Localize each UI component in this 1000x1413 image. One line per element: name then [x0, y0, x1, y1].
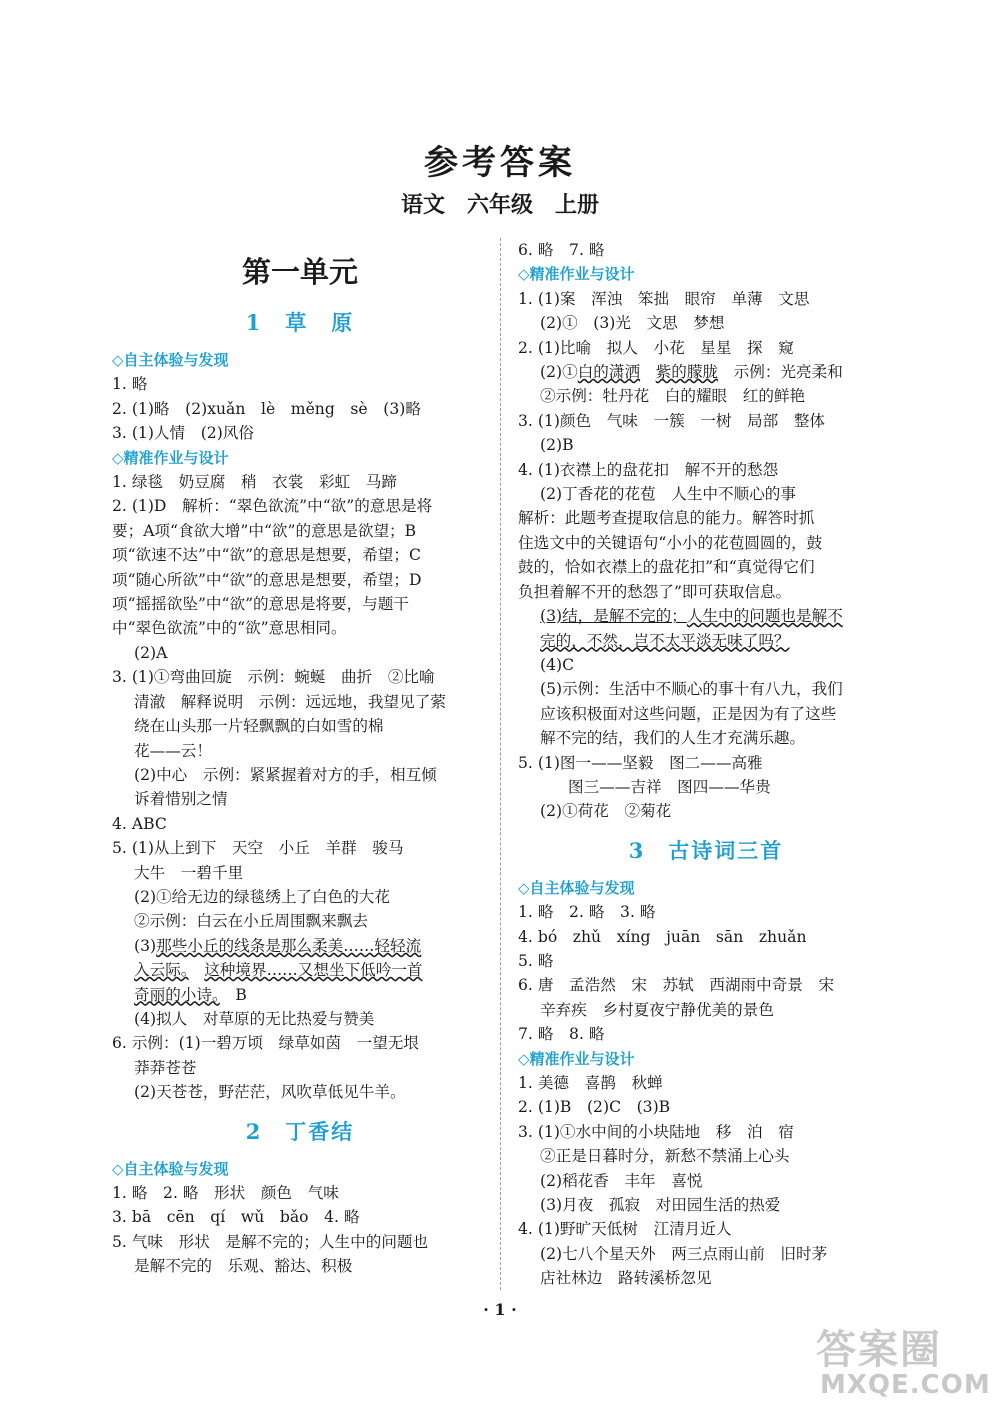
answer-line: (5)示例：生活中不顺心的事十有八九，我们: [540, 680, 843, 699]
answer-line: 解析：此题考查提取信息的能力。解答时抓: [518, 509, 815, 528]
answer-line: 负担着解不开的愁怨了”即可获取信息。: [518, 582, 792, 601]
answer-line: 2. (1)略 (2)xuǎn lè měng sè (3)略: [112, 399, 421, 418]
answer-line: (2)丁香花的花苞 人生中不顺心的事: [540, 485, 796, 504]
column-divider: [500, 238, 501, 1290]
answer-line: 5. (1)从上到下 天空 小丘 羊群 骏马: [112, 839, 404, 858]
answer-line: [112, 983, 488, 1007]
answer-line: 2. (1)比喻 拟人 小花 星星 探 窥: [518, 338, 794, 357]
section-heading: ◇精准作业与设计: [518, 1049, 635, 1068]
answer-line: (4)拟人 对草原的无比热爱与赞美: [134, 1009, 375, 1028]
answer-line: 大牛 一碧千里: [134, 863, 244, 882]
answer-line: 4. (1)衣襟上的盘花扣 解不开的愁怨: [518, 460, 779, 479]
answer-line: 4. ABC: [112, 814, 167, 833]
answer-line: [518, 629, 894, 653]
unit-title: 第一单元: [241, 255, 358, 289]
wavy-underlined-text: 完的，不然，岂不太平淡无味了吗？: [540, 631, 790, 650]
section-heading: ◇自主体验与发现: [112, 1159, 229, 1178]
answer-line: 要；A项“食欲大增”中“欲”的意思是欲望；B: [112, 521, 417, 540]
section-heading: ◇自主体验与发现: [112, 351, 229, 369]
answer-line: 是解不完的 乐观、豁达、积极: [134, 1257, 353, 1276]
section-heading: ◇精准作业与设计: [518, 265, 635, 284]
answer-line: 3. (1)①水中间的小块陆地 移 泊 宿: [518, 1122, 794, 1141]
answer-line: [112, 958, 488, 982]
wavy-underlined-text: 奇丽的小诗。: [134, 985, 220, 1004]
answer-line: 5. (1)图一——坚毅 图二——高雅: [518, 753, 763, 772]
answer-line: 解不完的结，我们的人生才充满乐趣。: [540, 729, 806, 748]
answer-line: 1. 略 2. 略 形状 颜色 气味: [112, 1184, 339, 1202]
answer-line: 4. bó zhǔ xíng juān sān zhuǎn: [518, 927, 807, 946]
answer-line: 清澈 解释说明 示例：远远地，我望见了萦: [134, 692, 446, 711]
section-heading: ◇精准作业与设计: [112, 448, 229, 467]
answer-line: 店社林边 路转溪桥忽见: [540, 1269, 712, 1288]
answer-line: 应该积极面对这些问题，正是因为有了这些: [540, 704, 837, 723]
answer-line: 6. 略 7. 略: [518, 241, 605, 259]
answer-line: (2)天苍苍，野茫茫，风吹草低见牛羊。: [134, 1083, 406, 1102]
watermark-en: MXQE.COM: [820, 1370, 991, 1400]
answer-line: 项“随心所欲”中“欲”的意思是想要，希望；D: [112, 570, 422, 589]
answer-line: (2)①给无边的绿毯绣上了白色的大花: [134, 887, 390, 906]
answer-line: 3. bā cēn qí wǔ bǎo 4. 略: [112, 1208, 360, 1227]
wavy-underlined-text: 紫的朦胧: [655, 363, 719, 382]
answer-line: 4. (1)野旷天低树 江清月近人: [518, 1220, 732, 1239]
answer-line: 6. 唐 孟浩然 宋 苏轼 西湖雨中奇景 宋: [518, 976, 835, 995]
page-title: 参考答案: [424, 143, 576, 183]
answer-line: [112, 934, 488, 958]
page-subtitle: 语文 六年级 上册: [400, 192, 599, 218]
answer-line: [518, 360, 894, 384]
wavy-underlined-text: 入云际。: [134, 961, 189, 980]
answer-text: B: [219, 985, 247, 1004]
answer-line: 鼓的，恰如衣襟上的盘花扣”和“真觉得它们: [518, 558, 815, 577]
answer-line: ②示例：牡丹花 白的耀眼 红的鲜艳: [540, 387, 806, 406]
watermark-logo: [808, 1318, 991, 1406]
answer-line: 1. 略 2. 略 3. 略: [518, 903, 656, 922]
left-column: [112, 238, 488, 1279]
answer-line: (2)稻花香 丰年 喜悦: [540, 1171, 703, 1190]
answer-line: (2)七八个星天外 两三点雨山前 旧时茅: [540, 1244, 828, 1263]
answer-line: 3. (1)①弯曲回旋 示例：蜿蜒 曲折 ②比喻: [112, 668, 435, 687]
answer-line: 1. 略: [112, 375, 148, 394]
answer-line: (3)月夜 孤寂 对田园生活的热爱: [540, 1196, 781, 1215]
answer-line: ②正是日暮时分，新愁不禁涌上心头: [540, 1147, 790, 1166]
wavy-underlined-text: 人生中的问题也是解不: [686, 607, 843, 626]
answer-line: 3. (1)颜色 气味 一簇 一树 局部 整体: [518, 411, 826, 430]
answer-text: [640, 363, 656, 381]
answer-line: 图三——吉祥 图四——华贵: [568, 777, 771, 796]
answer-line: 5. 略: [518, 951, 554, 970]
lesson-title: 1 草 原: [245, 310, 355, 335]
right-column: [518, 238, 894, 1291]
answer-line: 项“摇摇欲坠”中“欲”的意思是将要，与题干: [112, 595, 409, 614]
answer-line: (2)①荷花 ②菊花: [540, 802, 672, 821]
answer-line: 7. 略 8. 略: [518, 1025, 605, 1044]
answer-line: 花——云！: [134, 741, 212, 760]
answer-line: 住选文中的关键语句“小小的花苞圆圆的，鼓: [518, 533, 823, 552]
answer-line: 中“翠色欲流”中的“欲”意思相同。: [112, 619, 347, 638]
answer-line: 诉着惜别之情: [134, 790, 228, 809]
wavy-underlined-text: 这种境界……又想坐下低吟一首: [204, 961, 423, 980]
answer-line: 1. 美德 喜鹊 秋蝉: [518, 1074, 663, 1092]
answer-line: 莽莽苍苍: [134, 1058, 197, 1077]
section-heading: ◇自主体验与发现: [518, 878, 635, 897]
watermark-cn: 答案圈: [816, 1327, 942, 1373]
answer-text: (3): [134, 936, 157, 955]
answer-line: (2)A: [134, 643, 168, 662]
answer-line: 5. 气味 形状 是解不完的；人生中的问题也: [112, 1232, 429, 1251]
lesson-title: 2 丁香结: [245, 1118, 355, 1144]
answer-line: 项“欲速不达”中“欲”的意思是想要，希望；C: [112, 546, 421, 565]
answer-line: [518, 604, 894, 628]
answer-line: 1. (1)案 浑浊 笨拙 眼帘 单薄 文思: [518, 289, 810, 308]
answer-line: 2. (1)D 解析：“翠色欲流”中“欲”的意思是将: [112, 497, 433, 516]
answer-line: ②示例：白云在小丘周围飘来飘去: [134, 912, 368, 931]
answer-line: (2)中心 示例：紧紧握着对方的手，相互倾: [134, 765, 437, 784]
page-number: · 1 ·: [483, 1300, 517, 1319]
underlined-text: (3)结，是解不完的；: [540, 607, 687, 626]
lesson-title: 3 古诗词三首: [628, 837, 784, 863]
answer-text: 示例：光亮柔和: [718, 363, 843, 382]
answer-line: (2)① (3)光 文思 梦想: [540, 314, 725, 333]
answer-line: 绕在山头那一片轻飘飘的白如雪的棉: [134, 717, 384, 736]
wavy-underlined-text: 白的潇洒: [577, 363, 641, 382]
answer-line: 3. (1)人情 (2)风俗: [112, 424, 254, 443]
answer-text: (2)①: [540, 363, 578, 382]
answer-line: 1. 绿毯 奶豆腐 稍 衣裳 彩虹 马蹄: [112, 473, 397, 492]
answer-line: (2)B: [540, 436, 574, 455]
wavy-underlined-text: 那些小丘的线条是那么柔美……轻轻流: [156, 936, 422, 955]
answer-line: 6. 示例：(1)一碧万顷 绿草如茵 一望无垠: [112, 1034, 420, 1053]
answer-line: 辛弃疾 乡村夏夜宁静优美的景色: [540, 1000, 774, 1019]
answer-line: (4)C: [540, 655, 575, 674]
answer-line: 2. (1)B (2)C (3)B: [518, 1098, 671, 1117]
